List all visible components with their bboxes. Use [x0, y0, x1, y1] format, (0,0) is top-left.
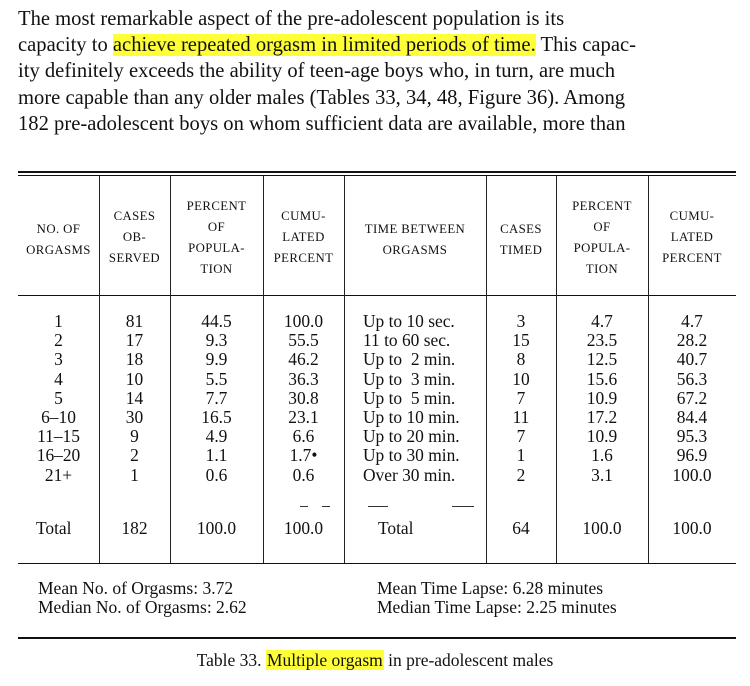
- header-line: TIMED: [499, 243, 543, 257]
- header-line: ORGASMS: [26, 243, 91, 257]
- header-percent-population: [170, 196, 263, 280]
- table-cell-cases-observed: 81: [125, 311, 144, 331]
- table-cell-cumulated-percent-2: 40.7: [676, 349, 708, 370]
- total-cases-timed: 64: [512, 518, 530, 538]
- table-cell-cumulated-percent-2: 84.4: [676, 407, 708, 427]
- table-cell-percent-population: 4.9: [205, 426, 228, 447]
- table-top-rule-inner: [18, 175, 736, 176]
- table-cell-percent-population-2: 23.5: [586, 330, 618, 351]
- header-line: LATED: [670, 230, 714, 244]
- table-cell-time-between: Up to 5 min.: [363, 387, 456, 408]
- table-cell-cases-timed: 10: [512, 368, 530, 389]
- table-cell-cases-observed: 2: [130, 445, 139, 466]
- caption-prefix: Table 33.: [196, 650, 266, 670]
- table-cell-cumulated-percent-2: 56.3: [676, 368, 708, 389]
- table-cell-cases-observed: 10: [125, 368, 144, 389]
- table-cell-cumulated-percent: 30.8: [288, 387, 319, 408]
- table-cell-cases-timed: 8: [516, 349, 526, 370]
- caption-suffix: in pre-adolescent males: [383, 650, 554, 670]
- header-line: CASES: [500, 222, 542, 236]
- table-cell-percent-population-2: 3.1: [591, 464, 613, 485]
- table-cell-percent-population-2: 15.6: [586, 368, 618, 389]
- paragraph-line: ity definitely exceeds the ability of teen-age boys who, in turn, are much: [18, 60, 616, 83]
- table-cell-percent-population-2: 12.5: [586, 349, 618, 370]
- header-line: TION: [585, 262, 619, 276]
- total-percent-population: 100.0: [196, 518, 237, 538]
- header-time-between: [344, 219, 486, 261]
- table-cell-no-orgasms: 5: [54, 387, 63, 408]
- table-cell-percent-population: 16.5: [201, 407, 232, 427]
- header-line: POPULA-: [188, 241, 245, 255]
- total-label-left: Total: [36, 518, 72, 538]
- header-line: NO. OF: [36, 222, 81, 236]
- paragraph-line: 182 pre-adolescent boys on whom sufficient data are available, more than: [18, 112, 626, 135]
- header-line: TIME BETWEEN: [364, 222, 466, 236]
- total-cumulated-percent: 100.0: [283, 518, 324, 538]
- header-line: OB-: [122, 230, 147, 244]
- table-cell-cases-timed: 7: [516, 426, 526, 447]
- header-line: TION: [200, 262, 233, 276]
- paragraph-line: [18, 32, 734, 58]
- table-cell-time-between: 11 to 60 sec.: [363, 330, 451, 351]
- paragraph-line: more capable than any older males (Tables 33, 34, 48, Figure 36). Among: [18, 86, 626, 109]
- header-no-orgasms: [18, 219, 99, 261]
- table-cell-cumulated-percent-2: 4.7: [681, 311, 703, 331]
- header-line: OF: [207, 220, 226, 234]
- table-cell-cases-observed: 1: [130, 464, 139, 485]
- table-top-rule: [18, 171, 736, 173]
- table-cell-cumulated-percent: 1.7•: [289, 445, 318, 466]
- table-cell-cumulated-percent: 100.0: [283, 311, 324, 331]
- table-cell-cumulated-percent: 46.2: [288, 349, 319, 370]
- table-cell-cases-timed: 2: [516, 464, 526, 485]
- total-cumulated-percent-2: 100.0: [672, 518, 712, 538]
- header-line: OF: [593, 220, 611, 234]
- table-cell-time-between: Over 30 min.: [363, 464, 456, 485]
- header-line: POPULA-: [573, 241, 631, 255]
- table-cell-cumulated-percent: 23.1: [288, 407, 319, 427]
- header-line: ORGASMS: [382, 243, 448, 257]
- header-line: CUMU-: [281, 209, 326, 223]
- table-cell-cases-timed: 7: [516, 387, 526, 408]
- table-cell-percent-population-2: 10.9: [586, 426, 618, 447]
- table-cell-percent-population: 1.1: [205, 445, 228, 466]
- table-cell-cases-timed: 15: [512, 330, 530, 351]
- paragraph-text: capacity to: [18, 34, 113, 57]
- table-cell-cases-observed: 30: [125, 407, 144, 427]
- table-cell-cases-timed: 3: [516, 311, 526, 331]
- paragraph-line: The most remarkable aspect of the pre-adolescent population is its: [18, 8, 565, 30]
- header-line: PERCENT: [186, 199, 247, 213]
- table-cell-time-between: Up to 30 min.: [363, 445, 460, 466]
- table-cell-cases-timed: 11: [512, 407, 530, 427]
- header-cases-observed: [99, 206, 170, 269]
- header-line: PERCENT: [273, 251, 334, 265]
- total-cases-observed: 182: [121, 518, 148, 538]
- separator-dash: [300, 506, 308, 507]
- total-label-right: Total: [378, 518, 414, 538]
- table-cell-percent-population: 9.3: [205, 330, 228, 351]
- header-line: PERCENT: [572, 199, 632, 213]
- table-cell-cumulated-percent: 55.5: [288, 330, 319, 351]
- paragraph-text: This capac-: [535, 34, 636, 57]
- table-cell-cumulated-percent-2: 28.2: [676, 330, 708, 351]
- table-cell-cumulated-percent-2: 67.2: [676, 387, 708, 408]
- table-cell-percent-population-2: 4.7: [591, 311, 613, 331]
- table-cell-time-between: Up to 10 min.: [363, 407, 460, 427]
- table-cell-cases-observed: 9: [130, 426, 139, 447]
- table-cell-percent-population: 44.5: [201, 311, 232, 331]
- table-cell-time-between: Up to 3 min.: [363, 368, 456, 389]
- table-cell-cumulated-percent-2: 95.3: [676, 426, 708, 447]
- header-line: LATED: [282, 230, 325, 244]
- header-line: PERCENT: [662, 251, 722, 265]
- caption-rule: [18, 637, 736, 639]
- table-cell-cases-observed: 17: [125, 330, 144, 351]
- table-cell-no-orgasms: 6–10: [41, 407, 76, 427]
- total-percent-population-2: 100.0: [582, 518, 622, 538]
- header-percent-population-2: [556, 196, 648, 280]
- highlighted-phrase: achieve repeated orgasm in limited periods of time.: [112, 34, 536, 57]
- median-orgasms: Median No. of Orgasms: 2.62: [38, 597, 247, 617]
- table-cell-no-orgasms: 1: [54, 311, 63, 331]
- table-cell-cumulated-percent: 36.3: [288, 368, 319, 389]
- header-line: SERVED: [108, 251, 161, 265]
- separator-dash: [368, 506, 388, 507]
- mean-time-lapse: Mean Time Lapse: 6.28 minutes: [377, 578, 604, 598]
- table-cell-time-between: Up to 10 sec.: [363, 311, 455, 331]
- table-cell-percent-population: 9.9: [205, 349, 228, 370]
- header-cumulated-percent: [263, 206, 344, 269]
- header-line: CASES: [113, 209, 156, 223]
- table-cell-cases-observed: 18: [125, 349, 144, 370]
- table-cell-percent-population-2: 17.2: [586, 407, 618, 427]
- table-cell-cases-observed: 14: [125, 387, 144, 408]
- mean-orgasms: Mean No. of Orgasms: 3.72: [38, 578, 234, 598]
- table-cell-cumulated-percent: 6.6: [292, 426, 315, 447]
- table-cell-no-orgasms: 21+: [44, 464, 73, 485]
- table-cell-cumulated-percent-2: 96.9: [676, 445, 708, 466]
- table-cell-percent-population: 7.7: [205, 387, 228, 408]
- body-paragraph: [18, 6, 734, 137]
- table-bottom-rule: [18, 563, 736, 564]
- table-cell-no-orgasms: 4: [54, 368, 63, 389]
- caption-highlight: Multiple orgasm: [266, 650, 383, 670]
- table-cell-time-between: Up to 2 min.: [363, 349, 456, 370]
- median-time-lapse: Median Time Lapse: 2.25 minutes: [377, 597, 617, 617]
- header-line: CUMU-: [669, 209, 715, 223]
- table-cell-time-between: Up to 20 min.: [363, 426, 460, 447]
- table-cell-no-orgasms: 3: [54, 349, 63, 370]
- table-caption: [0, 650, 750, 671]
- table-cell-percent-population-2: 10.9: [586, 387, 618, 408]
- separator-dash: [322, 506, 330, 507]
- table-cell-cases-timed: 1: [516, 445, 526, 466]
- table-header-rule: [18, 295, 736, 296]
- table-cell-percent-population: 0.6: [205, 464, 228, 485]
- header-cumulated-percent-2: [648, 206, 736, 269]
- table-cell-no-orgasms: 2: [54, 330, 63, 351]
- table-cell-no-orgasms: 16–20: [36, 445, 81, 466]
- table-cell-cumulated-percent: 0.6: [292, 464, 315, 485]
- table-cell-percent-population: 5.5: [205, 368, 228, 389]
- table-cell-no-orgasms: 11–15: [37, 426, 80, 447]
- separator-dash: [452, 506, 474, 507]
- table-cell-cumulated-percent-2: 100.0: [672, 464, 712, 485]
- header-cases-timed: [486, 219, 556, 261]
- table-cell-percent-population-2: 1.6: [591, 445, 613, 466]
